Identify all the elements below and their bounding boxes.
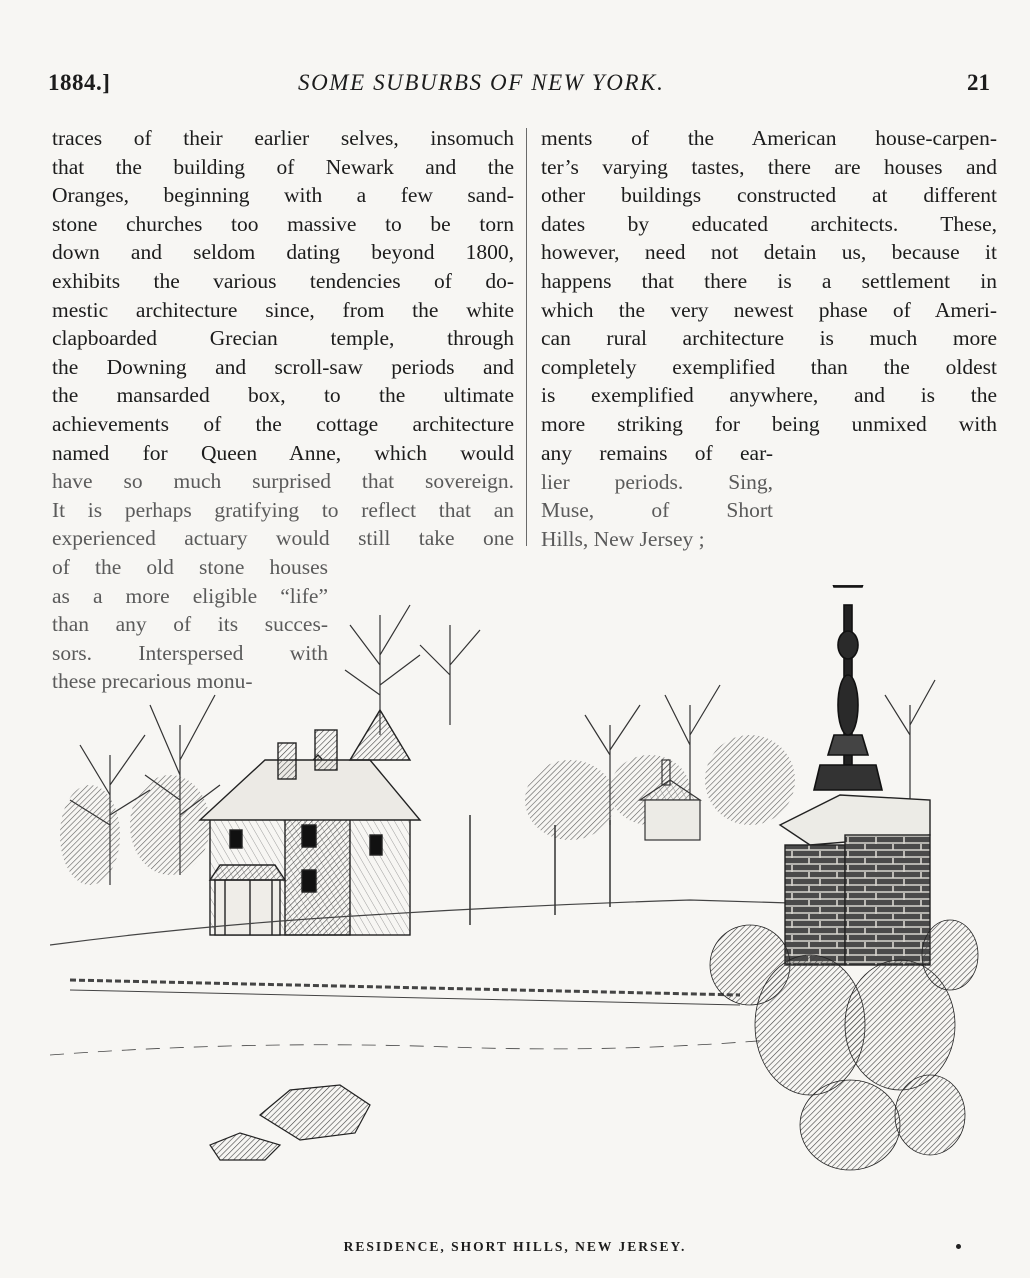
text-line: ments of the American house-carpen- <box>541 126 997 150</box>
text-line: these precarious monu- <box>52 669 253 694</box>
text-line: experienced actuary would still take one <box>52 526 514 551</box>
text-line: ter’s varying tastes, there are houses and <box>541 154 997 179</box>
foreground-rocks <box>210 1085 370 1160</box>
page-number: 21 <box>967 70 990 95</box>
text-line: than any of its succes- <box>52 612 328 637</box>
running-header <box>48 70 990 106</box>
text-line: is exemplified anywhere, and is the <box>541 383 997 408</box>
text-line: Muse, of Short <box>541 498 773 523</box>
text-line: the mansarded box, to the ultimate <box>52 383 514 408</box>
text-line: however, need not detain us, because it <box>541 240 997 265</box>
residence-illustration <box>50 585 1000 1235</box>
text-line: any remains of ear- <box>541 441 773 465</box>
column-rule <box>526 128 527 546</box>
brick-pier <box>780 795 930 965</box>
text-line: more striking for being unmixed with <box>541 411 997 436</box>
house <box>200 710 420 935</box>
text-line: have so much surprised that sovereign. <box>52 469 514 494</box>
text-line: down and seldom dating beyond 1800, <box>52 240 514 265</box>
lawn <box>50 900 790 1055</box>
text-line: traces of their earlier selves, insomuch <box>52 126 514 150</box>
left-column <box>52 124 514 553</box>
illustration-caption: RESIDENCE, SHORT HILLS, NEW JERSEY. <box>343 1239 687 1254</box>
text-line: lier periods. Sing, <box>541 469 773 494</box>
text-line: that the building of Newark and the <box>52 154 514 179</box>
text-line: the Downing and scroll-saw periods and <box>52 354 514 379</box>
lamp-post <box>814 605 882 790</box>
right-column <box>541 124 997 439</box>
text-line: named for Queen Anne, which would <box>52 440 514 465</box>
text-line: exhibits the various tendencies of do- <box>52 268 514 293</box>
text-line: dates by educated architects. These, <box>541 211 997 236</box>
text-line: which the very newest phase of Ameri- <box>541 297 997 322</box>
running-title: SOME SUBURBS OF NEW YORK. <box>298 70 665 95</box>
text-line: happens that there is a settlement in <box>541 268 997 293</box>
right-column-wrap <box>541 439 773 553</box>
text-line: other buildings constructed at different <box>541 183 997 208</box>
lamp-globe <box>814 585 882 587</box>
text-line: mestic architecture since, from the white <box>52 297 514 322</box>
text-line: completely exemplified than the oldest <box>541 354 997 379</box>
text-line: as a more eligible “life” <box>52 583 328 608</box>
text-line: clapboarded Grecian temple, through <box>52 326 514 351</box>
text-line: sors. Interspersed with <box>52 640 328 665</box>
text-line: Oranges, beginning with a few sand- <box>52 183 514 208</box>
text-line: It is perhaps gratifying to reflect that an <box>52 497 514 522</box>
text-line: stone churches too massive to be torn <box>52 211 514 236</box>
text-line: Hills, New Jersey ; <box>541 526 705 551</box>
page-mark <box>956 1244 961 1249</box>
volume-year: 1884.] <box>48 70 111 95</box>
text-line: of the old stone houses <box>52 555 328 579</box>
text-line: can rural architecture is much more <box>541 326 997 351</box>
text-line: achievements of the cottage architecture <box>52 411 514 436</box>
